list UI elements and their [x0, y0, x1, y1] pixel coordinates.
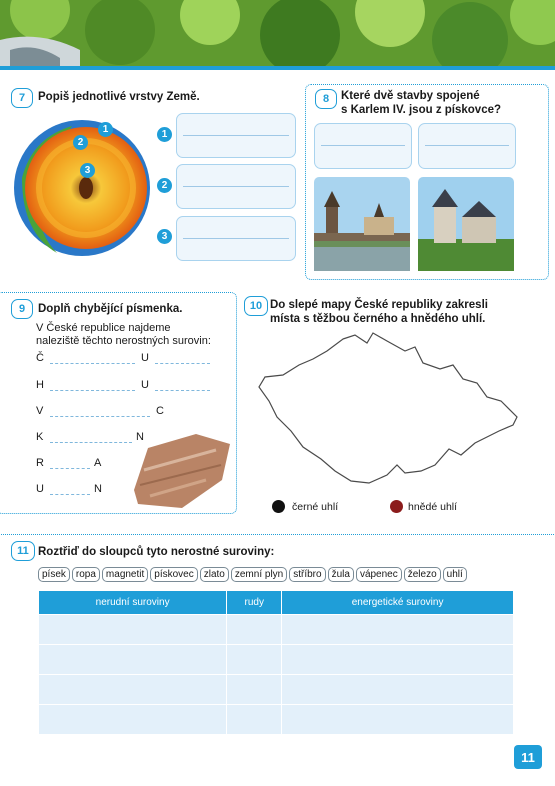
- building-answer-box-2[interactable]: [418, 123, 516, 169]
- exercise-9-intro-line-2: naleziště těchto nerostných surovin:: [36, 335, 211, 347]
- exercise-7-number: 7: [11, 88, 33, 108]
- black-coal-legend-dot: [272, 500, 285, 513]
- answer-1-marker: 1: [157, 127, 172, 142]
- word-2-start: H: [36, 379, 44, 391]
- table-cell[interactable]: [282, 645, 514, 675]
- black-coal-legend-label: černé uhlí: [292, 501, 339, 513]
- mineral-chip[interactable]: pískovec: [150, 567, 197, 582]
- table-row: [39, 615, 514, 645]
- mineral-sorting-table: [38, 590, 514, 735]
- table-cell[interactable]: [227, 675, 282, 705]
- charles-bridge-photo: [314, 177, 410, 271]
- table-cell[interactable]: [282, 615, 514, 645]
- word-6-end: N: [94, 483, 102, 495]
- table-cell[interactable]: [39, 675, 227, 705]
- mineral-chip[interactable]: písek: [38, 567, 70, 582]
- exercise-9-number: 9: [11, 299, 33, 319]
- table-row: [39, 705, 514, 735]
- exercise-8-number: 8: [315, 89, 337, 109]
- word-6-blanks[interactable]: [50, 494, 90, 495]
- header-photo-banner: [0, 0, 555, 66]
- table-cell[interactable]: [227, 615, 282, 645]
- word-5-end: A: [94, 457, 102, 469]
- page-number: 11: [514, 745, 542, 769]
- word-5-blanks[interactable]: [50, 468, 90, 469]
- exercise-8-title-line-1: Které dvě stavby spojené: [341, 90, 480, 102]
- forest-river-photo: [0, 0, 555, 66]
- answer-box-2[interactable]: [176, 164, 296, 209]
- table-cell[interactable]: [282, 675, 514, 705]
- word-1-blanks-end[interactable]: [155, 363, 210, 364]
- mineral-chip[interactable]: ropa: [72, 567, 100, 582]
- mineral-chip[interactable]: stříbro: [289, 567, 325, 582]
- exercise-10-title-line-1: Do slepé mapy České republiky zakresli: [270, 299, 488, 311]
- table-cell[interactable]: [39, 615, 227, 645]
- answer-2-marker: 2: [157, 178, 172, 193]
- answer-box-3[interactable]: [176, 216, 296, 261]
- exercise-9-intro-line-1: V České republice najdeme: [36, 322, 171, 334]
- sandstone-rock-photo: [126, 430, 234, 512]
- word-1-start: Č: [36, 352, 44, 364]
- table-cell[interactable]: [227, 645, 282, 675]
- building-answer-box-1[interactable]: [314, 123, 412, 169]
- czech-republic-blank-map[interactable]: [255, 325, 525, 495]
- word-2-middle: U: [141, 379, 149, 391]
- word-2-blanks[interactable]: [50, 390, 135, 391]
- answer-3-marker: 3: [157, 229, 172, 244]
- word-4-end: N: [136, 431, 144, 443]
- exercise-11-divider: [0, 534, 555, 535]
- word-4-start: K: [36, 431, 44, 443]
- word-5-start: R: [36, 457, 44, 469]
- earth-label-2: 2: [73, 135, 88, 150]
- karlstejn-castle-photo: [418, 177, 514, 271]
- exercise-7-title: Popiš jednotlivé vrstvy Země.: [38, 91, 200, 103]
- word-6-start: U: [36, 483, 44, 495]
- mineral-chip[interactable]: uhlí: [443, 567, 467, 582]
- mineral-chip[interactable]: zemní plyn: [231, 567, 287, 582]
- header-accent-strip: [0, 66, 555, 70]
- earth-label-1: 1: [98, 122, 113, 137]
- word-4-blanks[interactable]: [50, 442, 132, 443]
- mineral-chip[interactable]: vápenec: [356, 567, 402, 582]
- table-cell[interactable]: [227, 705, 282, 735]
- mineral-chip[interactable]: žula: [328, 567, 354, 582]
- mineral-chip[interactable]: magnetit: [102, 567, 148, 582]
- word-1-middle: U: [141, 352, 149, 364]
- exercise-11-title: Roztřiď do sloupců tyto nerostné suroviny:: [38, 546, 275, 558]
- word-3-start: V: [36, 405, 44, 417]
- word-1-blanks[interactable]: [50, 363, 135, 364]
- word-3-blanks[interactable]: [50, 416, 150, 417]
- table-cell[interactable]: [282, 705, 514, 735]
- exercise-11-number: 11: [11, 541, 35, 561]
- mineral-chip-list: [38, 564, 469, 582]
- mineral-chip[interactable]: zlato: [200, 567, 229, 582]
- mineral-chip[interactable]: železo: [404, 567, 441, 582]
- exercise-9-title: Doplň chybějící písmenka.: [38, 303, 183, 315]
- table-cell[interactable]: [39, 645, 227, 675]
- brown-coal-legend-label: hnědé uhlí: [408, 501, 458, 513]
- table-row: [39, 675, 514, 705]
- column-header-ores: rudy: [227, 591, 282, 615]
- exercise-10-number: 10: [244, 296, 268, 316]
- exercise-8-title-line-2: s Karlem IV. jsou z pískovce?: [341, 104, 502, 116]
- column-header-non-ore: nerudní suroviny: [39, 591, 227, 615]
- table-cell[interactable]: [39, 705, 227, 735]
- earth-label-3: 3: [80, 163, 95, 178]
- column-header-energy: energetické suroviny: [282, 591, 514, 615]
- answer-box-1[interactable]: [176, 113, 296, 158]
- brown-coal-legend-dot: [390, 500, 403, 513]
- word-3-end: C: [156, 405, 164, 417]
- exercise-10-title-line-2: místa s těžbou černého a hnědého uhlí.: [270, 313, 486, 325]
- word-2-blanks-end[interactable]: [155, 390, 210, 391]
- table-row: [39, 645, 514, 675]
